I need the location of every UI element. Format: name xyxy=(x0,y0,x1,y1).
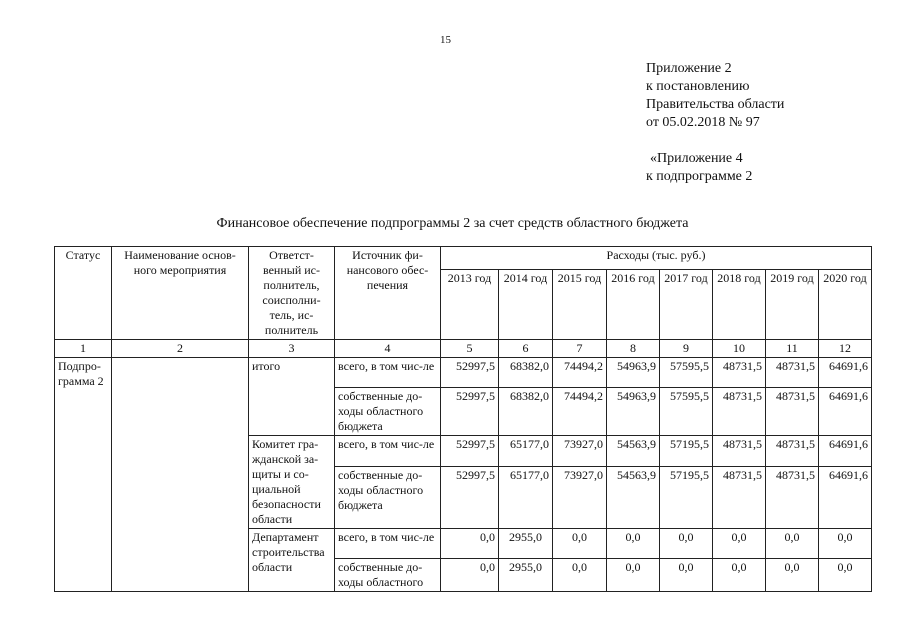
header-year: 2014 год xyxy=(499,270,553,340)
header-row xyxy=(55,247,872,270)
value-cell: 0,0 xyxy=(766,559,819,592)
value-cell: 0,0 xyxy=(660,529,713,559)
value-cell: 74494,2 xyxy=(553,388,607,436)
column-number: 4 xyxy=(335,340,441,358)
column-number: 2 xyxy=(112,340,249,358)
appendix-line: Правительства области xyxy=(646,97,785,112)
value-cell: 2955,0 xyxy=(499,529,553,559)
appendix-quote-line: «Приложение 4 xyxy=(650,151,743,166)
appendix-reference xyxy=(646,60,784,132)
value-cell: 48731,5 xyxy=(713,436,766,467)
value-cell: 0,0 xyxy=(713,559,766,592)
value-cell: 48731,5 xyxy=(713,358,766,388)
column-number: 10 xyxy=(713,340,766,358)
value-cell: 0,0 xyxy=(607,529,660,559)
value-cell: 57195,5 xyxy=(660,467,713,529)
value-cell: 0,0 xyxy=(660,559,713,592)
page-number: 15 xyxy=(440,34,451,46)
header-year: 2017 год xyxy=(660,270,713,340)
value-cell: 0,0 xyxy=(766,529,819,559)
value-cell: 65177,0 xyxy=(499,436,553,467)
value-cell: 52997,5 xyxy=(441,467,499,529)
header-expenses: Расходы (тыс. руб.) xyxy=(441,247,872,270)
financing-table xyxy=(54,246,872,592)
header-year: 2013 год xyxy=(441,270,499,340)
column-number: 12 xyxy=(819,340,872,358)
value-cell: 65177,0 xyxy=(499,467,553,529)
executor-cell: Комитет гра-жданской за-щиты и со-циальной безопасности области xyxy=(249,436,335,529)
executor-cell: Департамент строительства области xyxy=(249,529,335,592)
status-cell: Подпро-грамма 2 xyxy=(55,358,112,592)
value-cell: 0,0 xyxy=(441,529,499,559)
source-cell: собственные до-ходы областного бюджета xyxy=(335,388,441,436)
table-row xyxy=(55,358,872,388)
value-cell: 68382,0 xyxy=(499,388,553,436)
value-cell: 0,0 xyxy=(607,559,660,592)
value-cell: 48731,5 xyxy=(713,388,766,436)
value-cell: 48731,5 xyxy=(766,467,819,529)
value-cell: 68382,0 xyxy=(499,358,553,388)
column-number: 6 xyxy=(499,340,553,358)
header-responsible: Ответст-венный ис-полнитель, соисполни-тель, ис-полнитель xyxy=(249,247,335,340)
value-cell: 48731,5 xyxy=(766,358,819,388)
value-cell: 73927,0 xyxy=(553,436,607,467)
column-number: 11 xyxy=(766,340,819,358)
value-cell: 48731,5 xyxy=(766,388,819,436)
value-cell: 64691,6 xyxy=(819,467,872,529)
source-cell: собственные до-ходы областного бюджета xyxy=(335,467,441,529)
value-cell: 0,0 xyxy=(553,529,607,559)
header-year: 2016 год xyxy=(607,270,660,340)
value-cell: 73927,0 xyxy=(553,467,607,529)
document-title: Финансовое обеспечение подпрограммы 2 за счет средств областного бюджета xyxy=(216,216,689,231)
header-year: 2019 год xyxy=(766,270,819,340)
value-cell: 52997,5 xyxy=(441,358,499,388)
column-number: 8 xyxy=(607,340,660,358)
value-cell: 0,0 xyxy=(819,529,872,559)
column-number-row xyxy=(55,340,872,358)
header-year: 2018 год xyxy=(713,270,766,340)
value-cell: 64691,6 xyxy=(819,388,872,436)
appendix-line: от 05.02.2018 № 97 xyxy=(646,115,760,130)
source-cell: всего, в том чис-ле xyxy=(335,358,441,388)
value-cell: 0,0 xyxy=(553,559,607,592)
column-number: 5 xyxy=(441,340,499,358)
column-number: 9 xyxy=(660,340,713,358)
value-cell: 0,0 xyxy=(713,529,766,559)
value-cell: 54563,9 xyxy=(607,467,660,529)
value-cell: 0,0 xyxy=(441,559,499,592)
header-activity-name: Наименование основ-ного мероприятия xyxy=(112,247,249,340)
header-status: Статус xyxy=(55,247,112,340)
appendix-line: Приложение 2 xyxy=(646,61,732,76)
appendix-quote-line: к подпрограмме 2 xyxy=(646,169,753,184)
source-cell: всего, в том чис-ле xyxy=(335,436,441,467)
header-source: Источник фи-нансового обес-печения xyxy=(335,247,441,340)
executor-cell: итого xyxy=(249,358,335,436)
value-cell: 57195,5 xyxy=(660,436,713,467)
source-cell: собственные до-ходы областного xyxy=(335,559,441,592)
header-year: 2015 год xyxy=(553,270,607,340)
value-cell: 48731,5 xyxy=(766,436,819,467)
value-cell: 57595,5 xyxy=(660,358,713,388)
column-number: 1 xyxy=(55,340,112,358)
value-cell: 0,0 xyxy=(819,559,872,592)
column-number: 3 xyxy=(249,340,335,358)
value-cell: 48731,5 xyxy=(713,467,766,529)
header-year: 2020 год xyxy=(819,270,872,340)
value-cell: 64691,6 xyxy=(819,358,872,388)
column-number: 7 xyxy=(553,340,607,358)
value-cell: 64691,6 xyxy=(819,436,872,467)
value-cell: 52997,5 xyxy=(441,388,499,436)
value-cell: 54563,9 xyxy=(607,436,660,467)
value-cell: 2955,0 xyxy=(499,559,553,592)
value-cell: 57595,5 xyxy=(660,388,713,436)
value-cell: 54963,9 xyxy=(607,388,660,436)
value-cell: 54963,9 xyxy=(607,358,660,388)
appendix-line: к постановлению xyxy=(646,79,750,94)
value-cell: 74494,2 xyxy=(553,358,607,388)
source-cell: всего, в том чис-ле xyxy=(335,529,441,559)
value-cell: 52997,5 xyxy=(441,436,499,467)
activity-name-cell xyxy=(112,358,249,592)
appendix-quote xyxy=(646,150,752,186)
